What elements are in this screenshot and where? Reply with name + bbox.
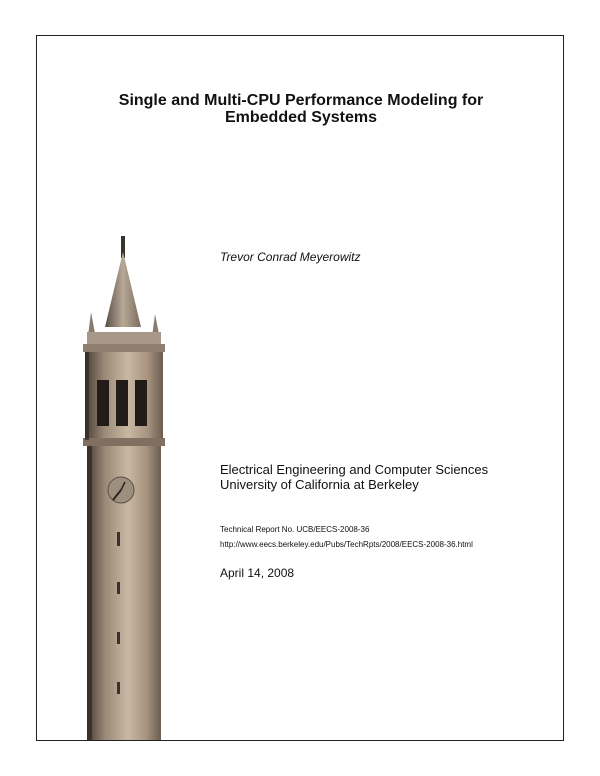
report-info	[220, 522, 473, 552]
bell-tower-image	[73, 232, 193, 741]
university-name: University of California at Berkeley	[220, 477, 419, 492]
report-title	[37, 92, 564, 126]
cover-page	[36, 35, 564, 741]
title-line-1: Single and Multi-CPU Performance Modeling for	[118, 92, 484, 109]
author-name: Trevor Conrad Meyerowitz	[220, 250, 361, 264]
report-number: Technical Report No. UCB/EECS-2008-36	[220, 525, 370, 534]
report-url[interactable]: http://www.eecs.berkeley.edu/Pubs/TechRpts/2008/EECS-2008-36.html	[220, 540, 473, 549]
department-name: Electrical Engineering and Computer Sciences	[220, 462, 489, 477]
title-line-2: Embedded Systems	[224, 109, 378, 126]
report-date: April 14, 2008	[220, 566, 295, 580]
department	[220, 462, 488, 492]
